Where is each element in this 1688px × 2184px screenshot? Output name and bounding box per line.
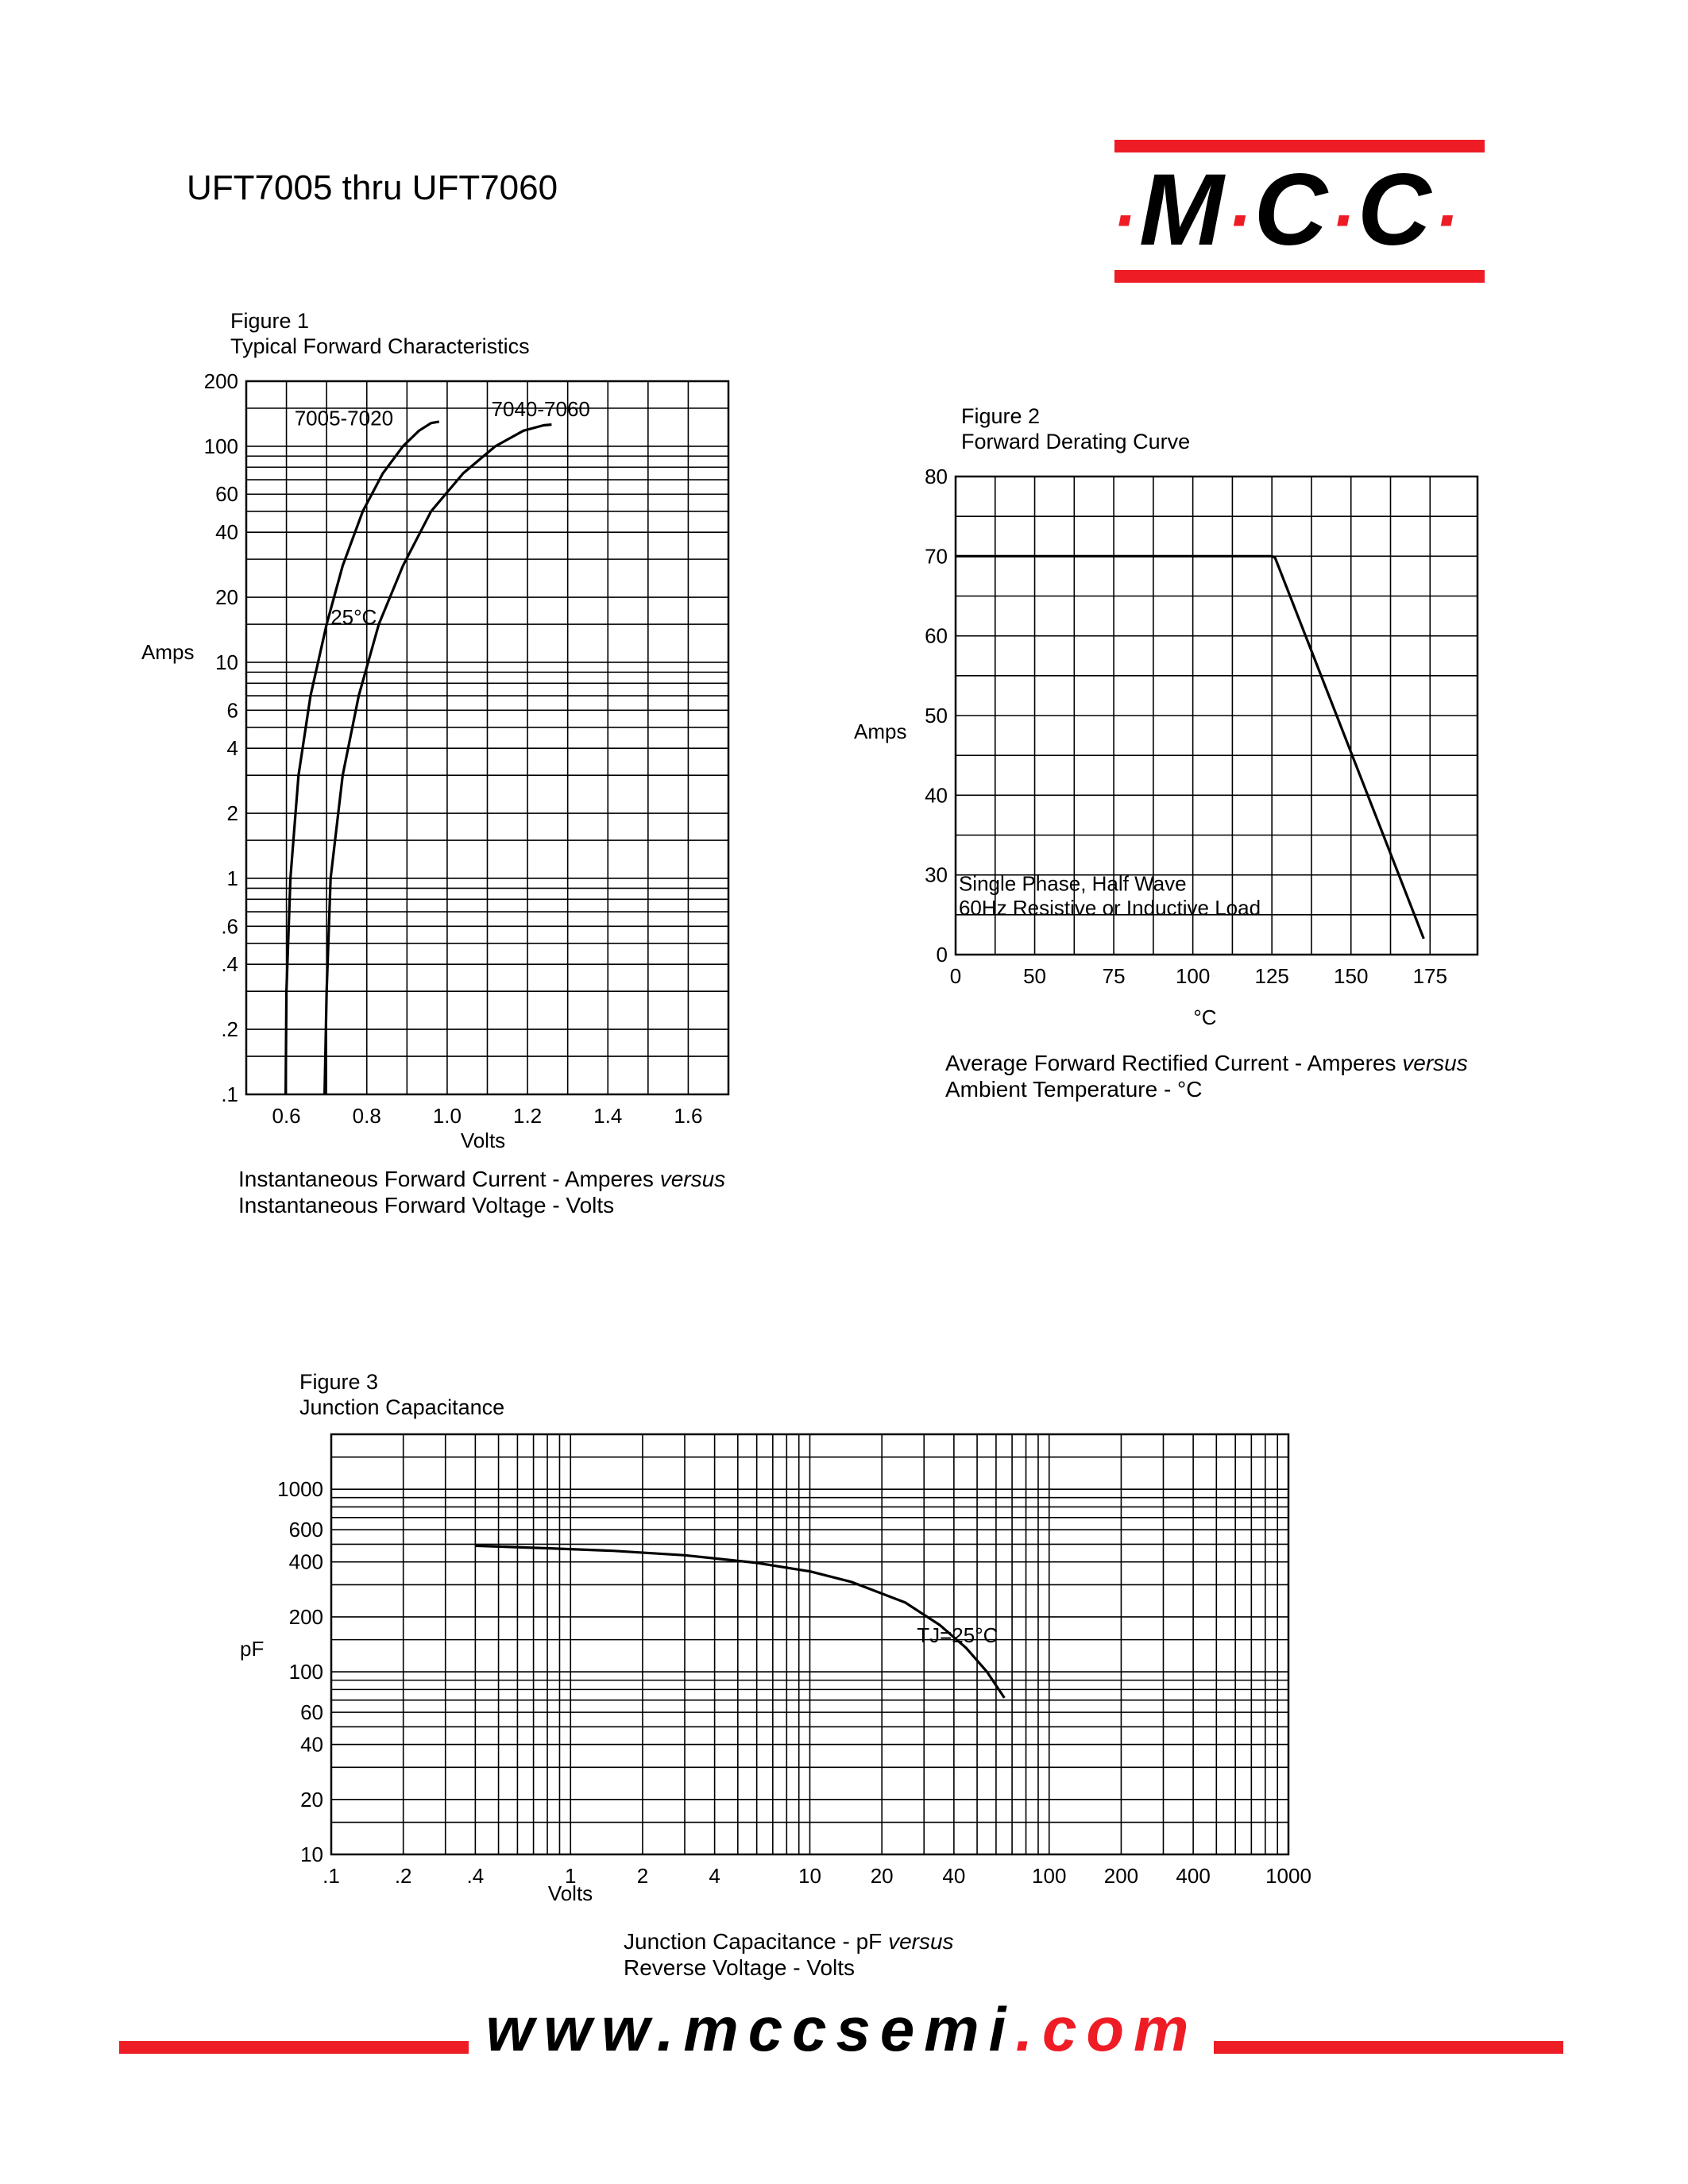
fig2-x-tick-label: 75 xyxy=(1102,964,1126,988)
fig3-series-line-0 xyxy=(475,1545,1004,1697)
fig1-annotation: 7005-7020 xyxy=(294,406,394,430)
fig1-series-line-0 xyxy=(286,422,439,1094)
fig2-y-tick-label: 50 xyxy=(925,704,948,727)
fig1-y-tick-label: 200 xyxy=(203,369,238,393)
fig1-x-tick-label: 0.8 xyxy=(352,1104,381,1128)
logo-letter: C xyxy=(1253,153,1331,267)
figure3-bottom-line1: Junction Capacitance - pF xyxy=(624,1929,889,1954)
fig3-y-axis-label: pF xyxy=(240,1637,265,1661)
fig3-x-tick-label: 100 xyxy=(1032,1864,1067,1888)
fig3-annotation: TJ=25°C xyxy=(917,1623,999,1648)
fig2-y-tick-label: 60 xyxy=(925,623,948,648)
fig1-y-axis-label: Amps xyxy=(141,640,195,664)
fig3-y-tick-label: 400 xyxy=(288,1549,323,1574)
fig3-x-tick-label: 200 xyxy=(1103,1864,1139,1888)
figure1-label: Figure 1 xyxy=(230,309,310,333)
fig1-y-tick-label: 100 xyxy=(203,434,238,458)
figure3-label: Figure 3 xyxy=(299,1370,379,1394)
fig2-y-tick-label: 30 xyxy=(925,862,948,887)
fig3-x-tick-label: 400 xyxy=(1176,1864,1211,1888)
fig3-y-tick-label: 1000 xyxy=(277,1477,323,1502)
figure2-label: Figure 2 xyxy=(961,404,1041,428)
fig1-x-tick-label: 1.0 xyxy=(432,1104,462,1128)
fig1-y-tick-label: 2 xyxy=(226,801,238,826)
fig1-x-tick-label: 1.6 xyxy=(674,1104,703,1128)
fig1-y-tick-label: .1 xyxy=(221,1082,238,1106)
fig3-x-axis-label: Volts xyxy=(547,1881,593,1905)
fig1-y-tick-label: 10 xyxy=(215,650,238,674)
fig1-x-tick-label: 1.2 xyxy=(513,1104,543,1128)
footer-url-prefix: www. xyxy=(485,1994,684,2064)
figure2-caption: Forward Derating Curve xyxy=(961,430,1191,453)
fig3-x-tick-label: 40 xyxy=(942,1864,966,1888)
figure3-caption: Junction Capacitance xyxy=(299,1395,505,1419)
fig1-annotation: 7040-7060 xyxy=(491,396,590,421)
fig3-x-tick-label: 4 xyxy=(709,1864,720,1888)
fig1-y-tick-label: 40 xyxy=(215,520,238,545)
footer-url-suffix: .com xyxy=(1015,1994,1199,2064)
fig3-x-tick-label: .4 xyxy=(466,1864,485,1888)
fig3-y-tick-label: 10 xyxy=(300,1843,323,1866)
fig2-annotation: 60Hz Resistive or Inductive Load xyxy=(958,895,1261,920)
fig2-x-axis-label: °C xyxy=(1193,1005,1217,1029)
fig1-y-tick-label: 60 xyxy=(215,482,238,507)
fig3-x-tick-label: .2 xyxy=(394,1864,412,1888)
fig2-x-tick-label: 0 xyxy=(949,964,962,988)
fig3-x-tick-label: 2 xyxy=(636,1864,649,1888)
fig1-y-tick-label: .4 xyxy=(221,952,238,977)
fig1-y-tick-label: 4 xyxy=(226,736,238,761)
fig2-y-axis-label: Amps xyxy=(854,720,907,743)
page-title: UFT7005 thru UFT7060 xyxy=(187,168,558,207)
fig2-x-tick-label: 100 xyxy=(1175,964,1211,988)
footer-left-bar xyxy=(119,2041,469,2054)
fig3-x-tick-label: 1000 xyxy=(1265,1864,1311,1888)
fig2-y-tick-label: 40 xyxy=(925,783,948,808)
fig3-y-tick-label: 40 xyxy=(300,1732,323,1757)
figure2-bottom-line2: Ambient Temperature - °C xyxy=(945,1077,1203,1102)
logo-dot-icon: · xyxy=(1434,181,1462,260)
fig2-y-tick-label: 0 xyxy=(936,943,948,967)
fig1-y-tick-label: .2 xyxy=(221,1017,238,1042)
footer-url-domain: mccsemi xyxy=(683,1994,1016,2064)
figure2-bottom-line1: Average Forward Rectified Current - Amperes xyxy=(945,1051,1403,1075)
logo-dot-icon: · xyxy=(1112,181,1139,260)
fig2-annotation: Single Phase, Half Wave xyxy=(958,871,1187,896)
fig3-y-tick-label: 600 xyxy=(288,1518,323,1542)
fig3-y-tick-label: 20 xyxy=(300,1787,323,1812)
fig1-y-tick-label: 20 xyxy=(215,585,238,610)
footer-url[interactable] xyxy=(445,1993,1239,2066)
fig1-y-tick-label: 1 xyxy=(226,866,238,890)
logo-letter: C xyxy=(1358,153,1435,267)
fig3-x-tick-label: .1 xyxy=(323,1864,340,1888)
fig1-x-axis-label: Volts xyxy=(460,1129,506,1152)
footer-right-bar xyxy=(1214,2041,1563,2054)
fig1-x-tick-label: 0.6 xyxy=(272,1104,301,1128)
logo-dot-icon: · xyxy=(1331,181,1358,260)
fig2-y-tick-label: 80 xyxy=(925,465,948,488)
fig1-x-tick-label: 1.4 xyxy=(593,1104,623,1128)
fig2-x-tick-label: 175 xyxy=(1412,964,1447,988)
fig2-x-tick-label: 125 xyxy=(1254,964,1289,988)
figure3-bottom-versus: versus xyxy=(888,1929,954,1954)
fig1-y-tick-label: 6 xyxy=(226,698,238,723)
figure2-bottom-versus: versus xyxy=(1402,1051,1468,1075)
fig1-annotation: 25°C xyxy=(330,605,377,630)
figure1-caption: Typical Forward Characteristics xyxy=(230,334,530,358)
figure1-bottom-versus: versus xyxy=(659,1167,726,1191)
fig2-x-tick-label: 150 xyxy=(1334,964,1369,988)
fig3-y-tick-label: 100 xyxy=(288,1660,323,1684)
logo-dot-icon: · xyxy=(1226,181,1254,260)
fig2-y-tick-label: 70 xyxy=(925,544,948,569)
figure1-bottom-line2: Instantaneous Forward Voltage - Volts xyxy=(238,1193,615,1217)
figure3-bottom-line2: Reverse Voltage - Volts xyxy=(624,1955,856,1980)
fig1-y-tick-label: .6 xyxy=(221,914,238,939)
fig3-x-tick-label: 1 xyxy=(565,1864,577,1888)
fig3-y-tick-label: 60 xyxy=(300,1700,323,1725)
fig3-x-tick-label: 20 xyxy=(870,1864,894,1888)
logo-letter: M xyxy=(1138,153,1227,267)
fig3-x-tick-label: 10 xyxy=(798,1864,821,1888)
fig3-y-tick-label: 200 xyxy=(288,1604,323,1629)
fig2-x-tick-label: 50 xyxy=(1023,964,1047,988)
figure1-bottom-line1: Instantaneous Forward Current - Amperes xyxy=(238,1167,660,1191)
